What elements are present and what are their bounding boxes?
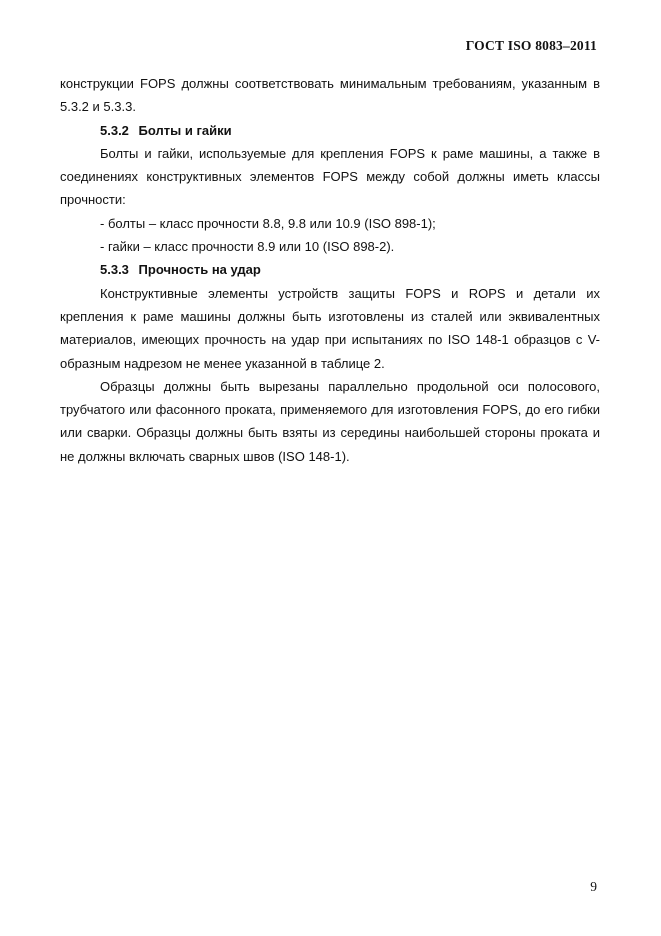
impact-strength-paragraph: Конструктивные элементы устройств защиты FOPS и ROPS и детали их крепления к раме машины должны быть изготовлены из сталей или эквивалентных материалов, имеющих прочность на удар при испытаниях по ISO 148-1 образцов с V-образным надрезом не менее указанной в таблице 2. [60,285,600,371]
section-heading-5-3-2 [60,119,600,142]
section-title: Прочность на удар [138,262,261,278]
bolts-nuts-paragraph: Болты и гайки, используемые для крепления FOPS к раме машины, а также в соединениях конструктивных элементов FOPS между собой должны иметь классы прочности: [60,145,600,208]
section-number: 5.3.2 [100,122,129,138]
specimens-paragraph: Образцы должны быть вырезаны параллельно продольной оси полосового, трубчатого или фасонного проката, применяемого для изготовления FOPS, до его гибки или сварки. Образцы должны быть взяты из середины наибольшей стороны проката и не должны включать сварных швов (ISO 148-1). [60,378,600,464]
section-number: 5.3.3 [100,262,129,278]
document-standard-id: ГОСТ ISO 8083–2011 [465,38,597,53]
section-title: Болты и гайки [138,122,232,138]
intro-paragraph: конструкции FOPS должны соответствовать минимальным требованиям, указанным в 5.3.2 и 5.3.3. [60,76,600,115]
list-item-bolts: - болты – класс прочности 8.8, 9.8 или 10.9 (ISO 898-1); [100,215,436,231]
page-number: 9 [590,879,597,894]
document-body [60,72,600,468]
list-item-nuts: - гайки – класс прочности 8.9 или 10 (ISO 898-2). [100,239,395,255]
section-heading-5-3-3 [60,258,600,281]
